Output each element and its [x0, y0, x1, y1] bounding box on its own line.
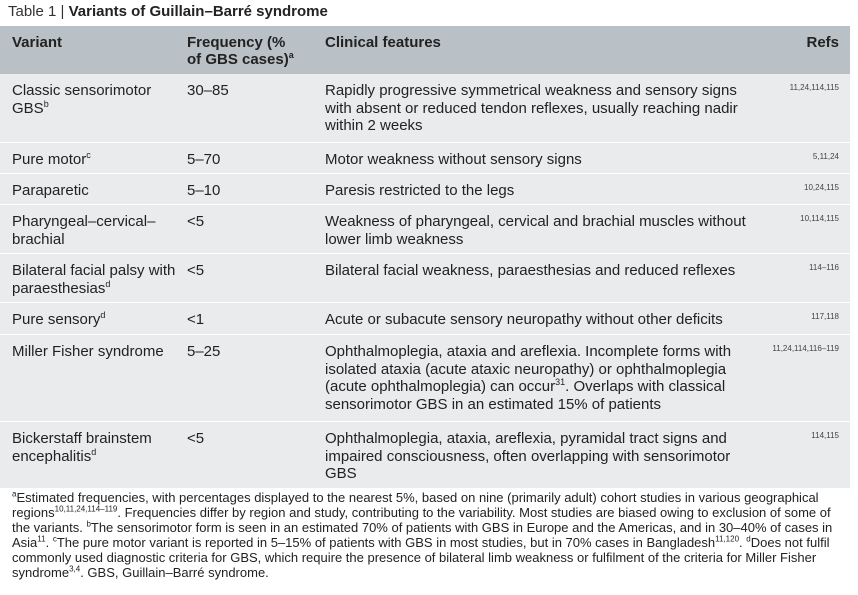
cell-variant: Pure motor$^c$ — [12, 150, 91, 168]
table-row — [0, 174, 850, 205]
header-clinical-features: Clinical features — [325, 34, 441, 51]
cell-frequency: <5 — [187, 430, 205, 447]
cell-features: Ophthalmoplegia, ataxia and areflexia. Incomplete forms with isolated ataxia (acute ataxic neuropathy) or ophthalmoplegia (acute ophthalmoplegia) can occur$^{31}$. Overlaps with classical sensorimotor GBS in an estimated 15% of patients — [325, 343, 732, 413]
table-row — [0, 254, 850, 303]
table-row — [0, 303, 850, 335]
cell-variant: Classic sensorimotor GBS$^b$ — [12, 82, 152, 117]
cell-frequency: <5 — [187, 262, 205, 279]
cell-variant: Pure sensory$^d$ — [12, 310, 106, 328]
cell-refs: 117,118 — [811, 312, 839, 321]
cell-refs: 114,115 — [811, 431, 839, 440]
table-footnote: $^a$Estimated frequencies, with percentages displayed to the nearest 5%, based on nine (primarily adult) cohort studies in various geographical regions$^{10,11,24,114-119}$. Frequencies differ by region and study, contributing to the variability. Most studies are biased owing to exclusion of some of the variants. $^b$The sensorimotor form is seen in an estimated 70% of patients with GBS in Europe and the Americas, and in 30–40% of cases in Asia$^{11}$. $^c$The pure motor variant is reported in 5–15% of patients with GBS in most studies, but in 70% cases in Bangladesh$^{11,120}$. $^d$Does not fulfil commonly used diagnostic criteria for GBS, which require the presence of bilateral limb weakness or fulfilment of the criteria for Miller Fisher syndrome$^{3,4}$. GBS, Guillain–Barré syndrome. — [12, 489, 833, 580]
cell-refs: 11,24,114,116–119 — [772, 344, 839, 353]
table-name: Variants of Guillain–Barré syndrome — [68, 3, 328, 20]
cell-variant: Pharyngeal–cervical–brachial — [12, 213, 156, 248]
cell-variant: Miller Fisher syndrome — [12, 343, 164, 360]
cell-features: Motor weakness without sensory signs — [325, 151, 582, 168]
cell-frequency: 30–85 — [187, 82, 229, 99]
cell-refs: 10,114,115 — [800, 214, 839, 223]
cell-variant: Paraparetic — [12, 182, 89, 199]
table-row — [0, 205, 850, 254]
table-row — [0, 422, 850, 488]
cell-frequency: 5–10 — [187, 182, 221, 199]
cell-frequency: 5–25 — [187, 343, 221, 360]
cell-features: Paresis restricted to the legs — [325, 182, 515, 199]
header-refs: Refs — [806, 34, 839, 51]
cell-refs: 10,24,115 — [804, 183, 839, 192]
variants-table — [0, 26, 850, 488]
table-number: Table 1 | — [8, 3, 69, 20]
header-variant: Variant — [12, 34, 63, 51]
table-row — [0, 74, 850, 143]
cell-frequency: <1 — [187, 311, 205, 328]
cell-features: Ophthalmoplegia, ataxia, areflexia, pyramidal tract signs and impaired consciousness, often overlapping with sensorimotor GBS — [325, 430, 731, 482]
cell-refs: 5,11,24 — [812, 152, 839, 161]
table-title — [8, 3, 328, 21]
cell-features: Acute or subacute sensory neuropathy without other deficits — [325, 311, 723, 328]
header-frequency: Frequency (% of GBS cases)$^a$ — [187, 34, 294, 68]
cell-frequency: <5 — [187, 213, 205, 230]
table-row — [0, 143, 850, 174]
cell-frequency: 5–70 — [187, 151, 221, 168]
cell-features: Weakness of pharyngeal, cervical and brachial muscles without lower limb weakness — [325, 213, 746, 248]
cell-refs: 11,24,114,115 — [789, 83, 839, 92]
cell-variant: Bilateral facial palsy with paraesthesias$^d$ — [12, 262, 176, 297]
table-row — [0, 335, 850, 422]
cell-variant: Bickerstaff brainstem encephalitis$^d$ — [12, 430, 152, 465]
cell-refs: 114–116 — [809, 263, 839, 272]
cell-features: Bilateral facial weakness, paraesthesias and reduced reflexes — [325, 262, 736, 279]
table-header — [0, 26, 850, 74]
cell-features: Rapidly progressive symmetrical weakness and sensory signs with absent or reduced tendon reflexes, usually reaching nadir within 2 weeks — [325, 82, 738, 134]
